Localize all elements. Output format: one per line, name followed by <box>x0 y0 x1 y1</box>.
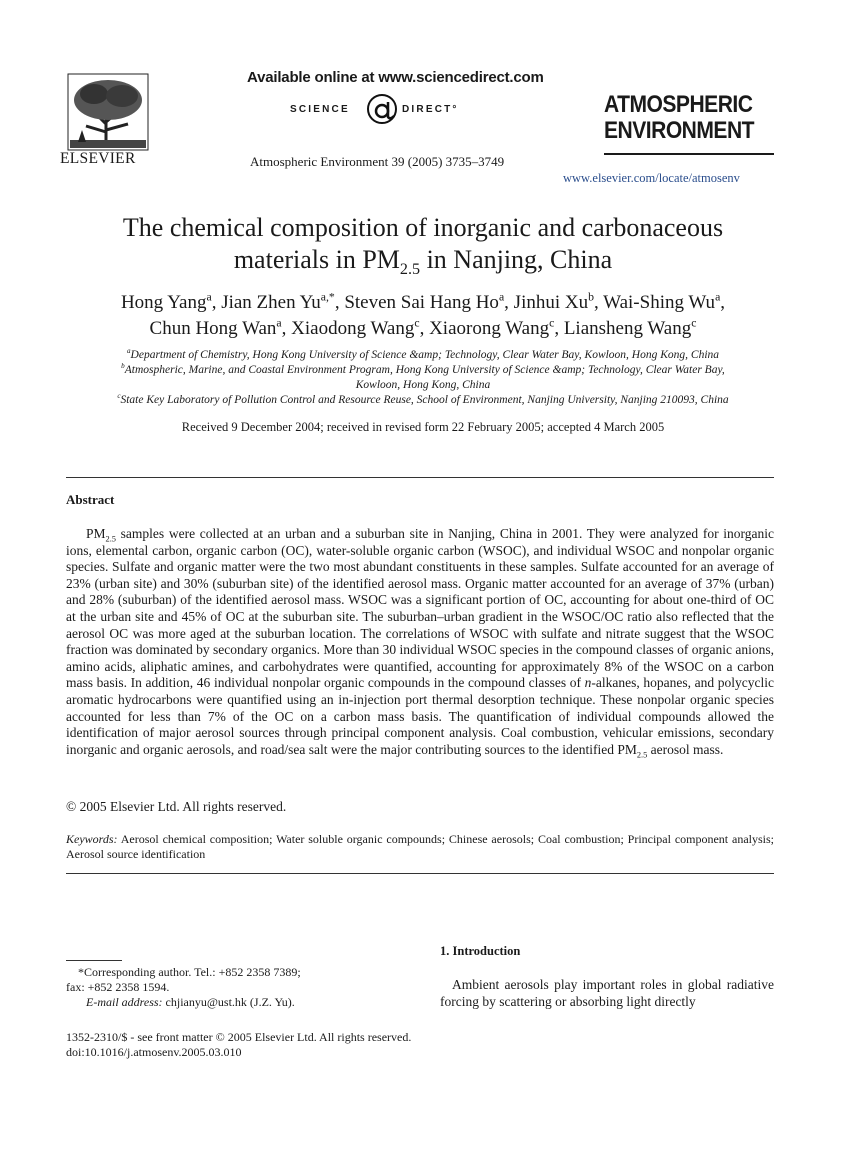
journal-brand-line1: ATMOSPHERIC <box>604 91 753 118</box>
author-name: Xiaorong Wang <box>429 317 550 339</box>
abstract-heading: Abstract <box>66 492 115 507</box>
received-dates: Received 9 December 2004; received in revised form 22 February 2005; accepted 4 March 2005 <box>181 420 665 434</box>
author-name: Liansheng Wang <box>563 317 692 339</box>
publisher-name: ELSEVIER <box>60 150 136 167</box>
journal-url-link[interactable]: www.elsevier.com/locate/atmosenv <box>563 171 740 185</box>
sciencedirect-left-word: SCIENCE <box>290 104 350 115</box>
introduction-body: Ambient aerosols play important roles in global radiative forcing by scattering or absorbing light directly <box>440 977 774 1009</box>
front-matter-info: 1352-2310/$ - see front matter © 2005 Elsevier Ltd. All rights reserved. doi:10.1016/j.atmosenv.2005.03.010 <box>66 1030 412 1059</box>
author-name: Wai-Shing Wu <box>603 292 716 313</box>
keywords-label: Keywords: <box>66 832 118 846</box>
abstract-body: $PM_{2.5}$ samples were collected at an urban and a suburban site in Nanjing, China in 2001. They were analyzed for inorganic ions, elemental carbon, organic carbon (OC), water-soluble organic carbon (WSOC), and individual WSOC and nonpolar organic species. Sulfate and organic matter were the two most abundant constituents in these samples. Sulfate accounted for an average of 23% (urban site) and 30% (suburban site) of the identified aerosol mass. Organic matter accounted for an average of 37% (urban) and 28% (suburban) of the identified aerosol mass. WSOC was a significant portion of OC, accounting for about one-third of OC at the urban site and 45% of OC at the suburban site. The suburban–urban gradient in the WSOC/OC ratio also reflected that the aerosol OC was more aged at the suburban location. The correlations of WSOC with sulfate and nitrate suggest that the WSOC fraction was dominated by secondary organics. More than 30 individual WSOC species in the compound classes of organic anions, amino acids, aliphatic amines, and carbohydrates were quantified, accounting for approximately 8% of the WSOC on a carbon mass basis. In addition, 46 individual nonpolar organic compounds in the compound classes of n-alkanes, hopanes, and polycyclic aromatic hydrocarbons were quantified using an in-injection port thermal desorption technique. These nonpolar organic species accounted for less than 7% of the OC on a carbon mass basis. The quantification of individual compounds allowed the identification of major aerosol sources through principal component analysis. Coal combustion, vehicular emissions, secondary inorganic and organic aerosols, and road/sea salt were the major contributing sources to the identified $PM_{2.5}$ aerosol mass. <box>66 526 774 760</box>
affiliation-a: $^a$Department of Chemistry, Hong Kong University of Science &amp; Technology, Clear Water Bay, Kowloon, Hong Kong, China <box>126 347 720 361</box>
sciencedirect-logo <box>290 92 500 126</box>
available-online-text: Available online at www.sciencedirect.com <box>247 69 544 86</box>
elsevier-tree-logo <box>66 72 150 152</box>
author-line-1: Hong Yang$^a$, Jian Zhen $Yu^{a,*}$, Steven Sai Hang Ho$^a$, Jinhui Xu$^b$, Wai-Shing Wu$^a$, <box>120 290 726 313</box>
at-symbol-icon <box>364 92 400 126</box>
author-name: Xiaodong Wang <box>291 317 415 339</box>
introduction-heading: 1. Introduction <box>440 944 521 958</box>
keywords-bottom-rule <box>66 873 774 874</box>
abstract-copyright: © 2005 Elsevier Ltd. All rights reserved. <box>66 799 287 814</box>
author-list <box>0 290 846 341</box>
affiliations <box>64 348 782 408</box>
author-name: Steven Sai Hang Ho <box>344 292 499 313</box>
journal-citation: Atmospheric Environment 39 (2005) 3735–3749 <box>250 154 505 169</box>
author-line-2: Chun Hong Wan$^a$, Xiaodong Wang$^c$, Xiaorong Wang$^c$, Liansheng Wang$^c$ <box>149 316 697 339</box>
author-name: Jian Zhen Yu <box>221 292 321 313</box>
title-line-2: materials in $PM_{2.5}$ in Nanjing, China <box>233 245 613 279</box>
keywords-text: Aerosol chemical composition; Water soluble organic compounds; Chinese aerosols; Coal combustion; Principal component analysis; Aerosol source identification <box>66 832 774 861</box>
brand-divider <box>604 153 774 155</box>
abstract-top-rule <box>66 477 774 478</box>
keywords <box>66 832 774 862</box>
author-name: Jinhui Xu <box>513 292 589 313</box>
journal-brand-line2: ENVIRONMENT <box>604 117 755 144</box>
sciencedirect-right-word: DIRECT° <box>402 104 459 115</box>
footnote-rule <box>66 960 122 961</box>
author-name: Hong Yang <box>120 292 207 313</box>
journal-brand <box>604 92 778 144</box>
paper-title <box>0 212 846 279</box>
author-name: Chun Hong Wan <box>149 317 277 339</box>
affiliation-c: $^c$State Key Laboratory of Pollution Control and Resource Reuse, School of Environment, Nanjing University, Nanjing 210093, China <box>117 392 729 406</box>
corresponding-author-footnote: *Corresponding author. Tel.: +852 2358 7389; fax: +852 2358 1594. E-mail address: chjianyu@ust.hk (J.Z. Yu). <box>66 965 301 1009</box>
affiliation-b-cont: Kowloon, Hong Kong, China <box>355 379 491 391</box>
affiliation-b: $^b$Atmospheric, Marine, and Coastal Environment Program, Hong Kong University of Science &amp; Technology, Clear Water Bay, <box>121 362 725 376</box>
title-line-1: The chemical composition of inorganic and carbonaceous <box>122 213 724 242</box>
email-link[interactable]: chjianyu@ust.hk (J.Z. Yu). <box>162 995 295 1009</box>
doi[interactable]: doi:10.1016/j.atmosenv.2005.03.010 <box>66 1045 242 1059</box>
